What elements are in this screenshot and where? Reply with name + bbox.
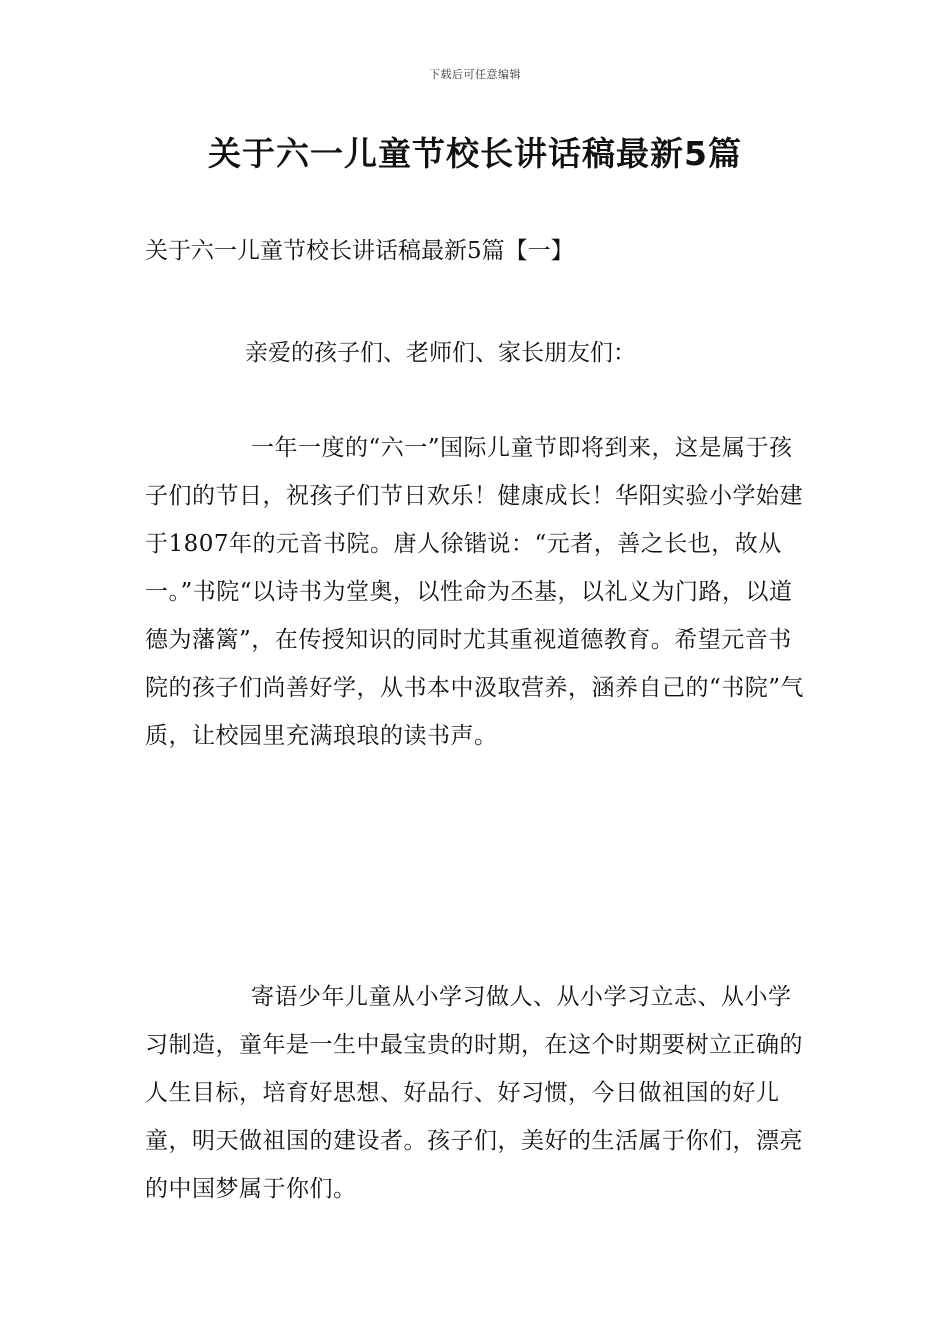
paragraph-2: 寄语少年儿童从小学习做人、从小学习立志、从小学习制造，童年是一生中最宝贵的时期，在这个时期要树立正确的人生目标，培育好思想、好品行、好习惯，今日做祖国的好儿童，明天做祖国的建设者。孩子们，美好的生活属于你们，漂亮的中国梦属于你们。 — [145, 984, 803, 1202]
section-heading: 关于六一儿童节校长讲话稿最新5篇【一】 — [145, 238, 574, 264]
salutation: 亲爱的孩子们、老师们、家长朋友们： — [245, 340, 636, 366]
header-note: 下载后可任意编辑 — [429, 68, 521, 81]
paragraph-1: 一年一度的“六一”国际儿童节即将到来，这是属于孩子们的节日，祝孩子们节日欢乐！健康成长！华阳实验小学始建于1807年的元音书院。唐人徐锴说：“元者，善之长也，故从一。”书院“以诗书为堂奥，以性命为丕基，以礼义为门路，以道德为藩篱”，在传授知识的同时尤其重视道德教育。希望元音书院的孩子们尚善好学，从书本中汲取营养，涵养自己的“书院”气质，让校园里充满琅琅的读书声。 — [145, 435, 805, 749]
document-title: 关于六一儿童节校长讲话稿最新5篇 — [208, 134, 742, 173]
